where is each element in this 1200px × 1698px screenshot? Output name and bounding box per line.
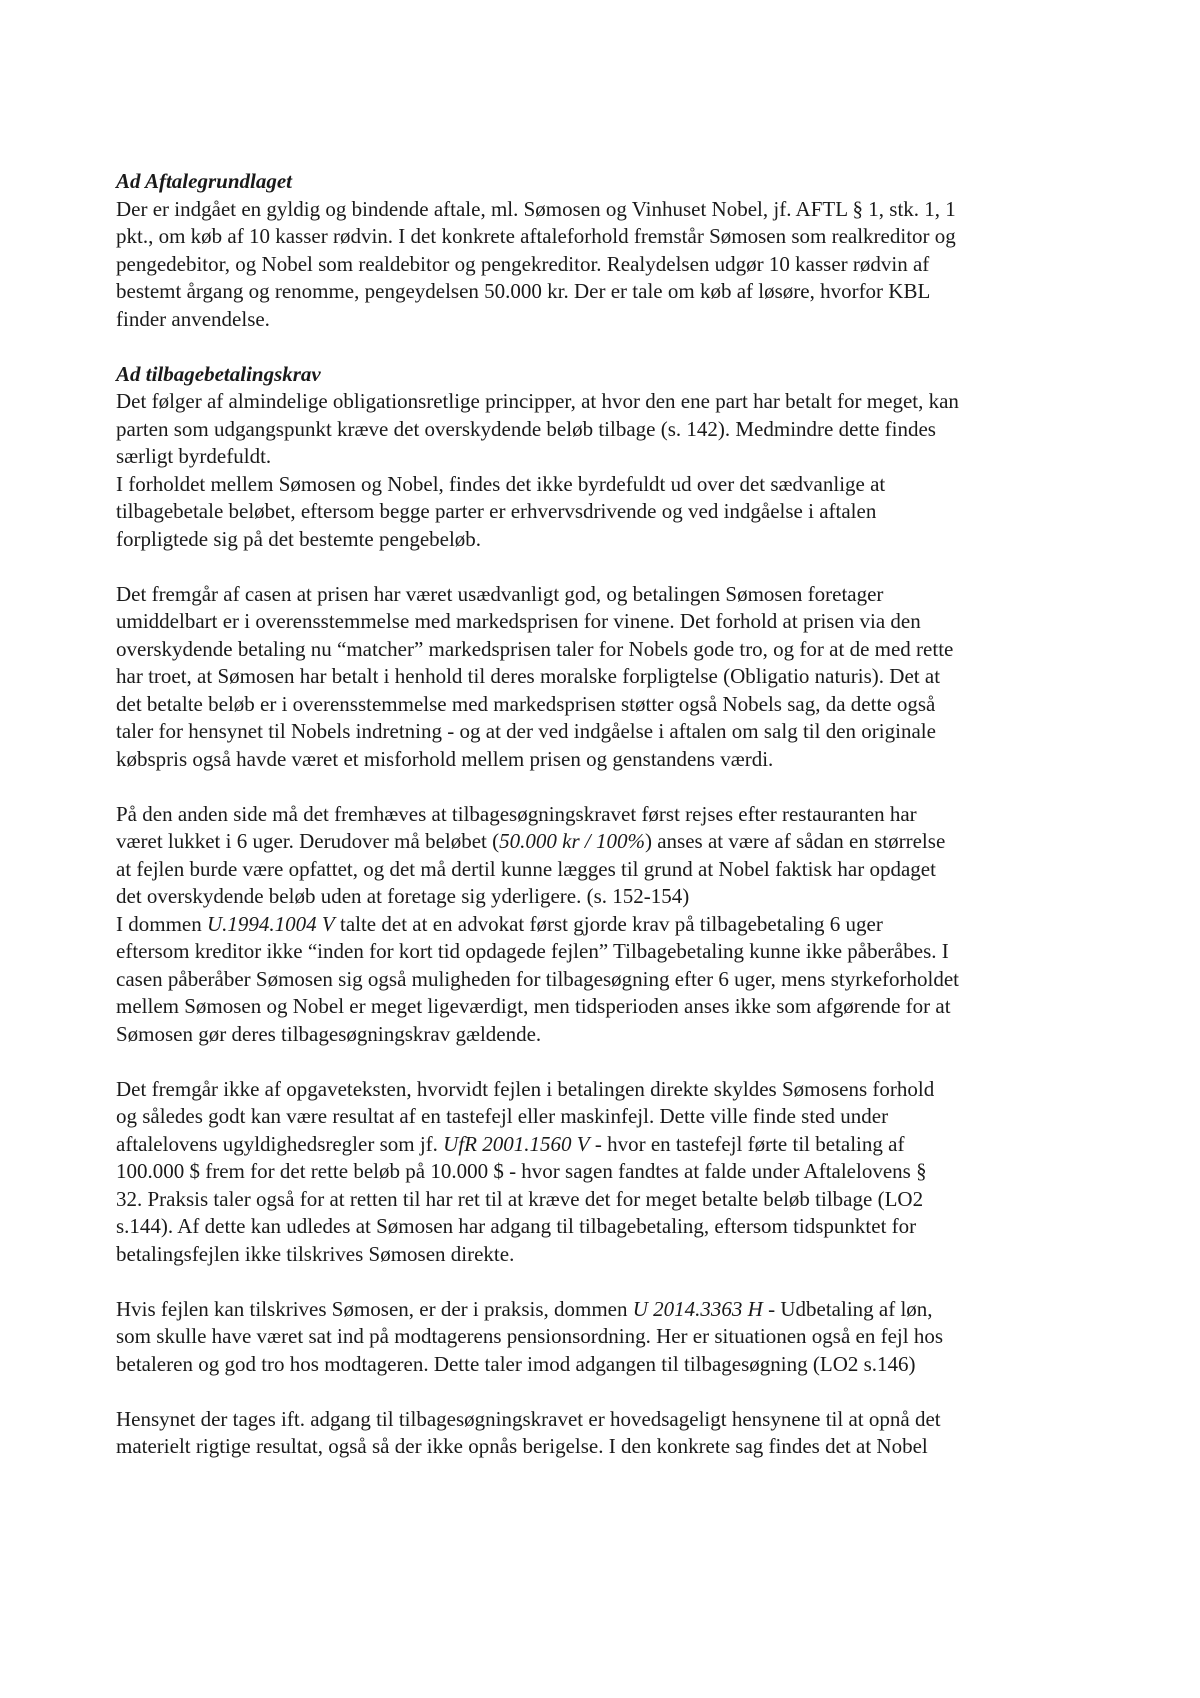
text-line: På den anden side må det fremhæves at tilbagesøgningskravet først rejses efter restauranten har bbox=[116, 801, 917, 826]
italic-case-ref: U.1994.1004 V bbox=[206, 911, 335, 936]
text-line: umiddelbart er i overensstemmelse med markedsprisen for vinene. Det forhold at prisen via den bbox=[116, 609, 921, 633]
text-line: pengedebitor, og Nobel som realdebitor og pengekreditor. Realydelsen udgør 10 kasser rødvin af bbox=[116, 251, 930, 276]
text-line: Sømosen gør deres tilbagesøgningskrav gældende. bbox=[116, 1021, 542, 1046]
text-segment: - Udbetaling af løn, bbox=[762, 1296, 933, 1321]
text-line: Det fremgår ikke af opgaveteksten, hvorvidt fejlen i betalingen direkte skyldes Sømosens forhold bbox=[116, 1076, 935, 1101]
text-line: det betalte beløb er i overensstemmelse med markedsprisen støtter også Nobels sag, da dette også bbox=[116, 691, 936, 716]
text-line bbox=[116, 828, 1096, 856]
text-line: særligt byrdefuldt. bbox=[116, 444, 272, 468]
text-segment: ) anses at være af sådan en størrelse bbox=[644, 829, 946, 853]
heading-tilbagebetalingskrav: Ad tilbagebetalingskrav bbox=[116, 361, 321, 386]
text-line: og således godt kan være resultat af en tastefejl eller maskinfejl. Dette ville finde sted under bbox=[116, 1104, 889, 1128]
text-line: har troet, at Sømosen har betalt i henhold til deres moralske forpligtelse (Obligatio naturis). Det at bbox=[116, 664, 941, 688]
text-segment: Hvis fejlen kan tilskrives Sømosen, er der i praksis, dommen bbox=[116, 1296, 633, 1321]
text-line: som skulle have været sat ind på modtagerens pensionsordning. Her er situationen også en fejl hos bbox=[116, 1324, 943, 1348]
text-line: det overskydende beløb uden at foretage sig yderligere. (s. 152-154) bbox=[116, 884, 690, 908]
text-line: Det følger af almindelige obligationsretlige principper, at hvor den ene part har betalt for meget, kan bbox=[116, 389, 959, 413]
text-line: taler for hensynet til Nobels indretning - og at der ved indgåelse i aftalen om salg til den originale bbox=[116, 719, 936, 743]
text-line: eftersom kreditor ikke “inden for kort tid opdagede fejlen” Tilbagebetaling kunne ikke påberåbes. I bbox=[116, 939, 949, 963]
text-line: s.144). Af dette kan udledes at Sømosen har adgang til tilbagebetaling, eftersom tidspunktet for bbox=[116, 1214, 917, 1238]
text-line: overskydende betaling nu “matcher” markedsprisen taler for Nobels gode tro, og for at de med rette bbox=[116, 636, 954, 661]
heading-aftalegrundlaget: Ad Aftalegrundlaget bbox=[116, 169, 292, 193]
text-line: I forholdet mellem Sømosen og Nobel, findes det ikke byrdefuldt ud over det sædvanlige at bbox=[116, 471, 886, 496]
document-page bbox=[116, 168, 1096, 1461]
text-line: Der er indgået en gyldig og bindende aftale, ml. Sømosen og Vinhuset Nobel, jf. AFTL § 1, stk. 1, 1 bbox=[116, 196, 956, 221]
text-line: Det fremgår af casen at prisen har været usædvanligt god, og betalingen Sømosen foretager bbox=[116, 581, 884, 606]
text-line: mellem Sømosen og Nobel er meget ligeværdigt, men tidsperioden anses ikke som afgørende for at bbox=[116, 994, 951, 1018]
text-line: bestemt årgang og renomme, pengeydelsen 50.000 kr. Der er tale om køb af løsøre, hvorfor KBL bbox=[116, 279, 931, 303]
text-line: materielt rigtige resultat, også så der ikke opnås berigelse. I den konkrete sag findes det at Nobel bbox=[116, 1434, 928, 1458]
text-segment: I dommen bbox=[116, 911, 207, 936]
text-segment: - hvor en tastefejl førte til betaling af bbox=[589, 1131, 905, 1156]
italic-case-ref: U 2014.3363 H bbox=[632, 1296, 763, 1321]
italic-case-ref: UfR 2001.1560 V bbox=[443, 1131, 590, 1156]
text-line: finder anvendelse. bbox=[116, 306, 270, 331]
text-segment: talte det at en advokat først gjorde krav på tilbagebetaling 6 uger bbox=[334, 911, 883, 936]
text-line bbox=[116, 1296, 1096, 1324]
text-line: 100.000 $ frem for det rette beløb på 10.000 $ - hvor sagen fandtes at falde under Aftalelovens § bbox=[116, 1159, 927, 1183]
text-line bbox=[116, 911, 1096, 939]
text-line: 32. Praksis taler også for at retten til har ret til at kræve det for meget betalte beløb tilbage (LO2 bbox=[116, 1186, 924, 1211]
text-line: betaleren og god tro hos modtageren. Dette taler imod adgangen til tilbagesøgning (LO2 s.146) bbox=[116, 1351, 916, 1376]
text-line bbox=[116, 1131, 1096, 1159]
text-line: Hensynet der tages ift. adgang til tilbagesøgningskravet er hovedsageligt hensynene til at opnå det bbox=[116, 1406, 941, 1431]
text-line: tilbagebetale beløbet, eftersom begge parter er erhvervsdrivende og ved indgåelse i aftalen bbox=[116, 499, 877, 523]
text-line: betalingsfejlen ikke tilskrives Sømosen direkte. bbox=[116, 1241, 515, 1266]
text-segment: aftalelovens ugyldighedsregler som jf. bbox=[116, 1131, 444, 1156]
text-line: forpligtede sig på det bestemte pengebeløb. bbox=[116, 526, 482, 551]
text-line: købspris også havde været et misforhold mellem prisen og genstandens værdi. bbox=[116, 746, 774, 771]
text-line: casen påberåber Sømosen sig også muligheden for tilbagesøgning efter 6 uger, mens styrkeforholdet bbox=[116, 966, 960, 991]
text-line: at fejlen burde være opfattet, og det må dertil kunne lægges til grund at Nobel faktisk har opdaget bbox=[116, 856, 936, 881]
text-line: pkt., om køb af 10 kasser rødvin. I det konkrete aftaleforhold fremstår Sømosen som realkreditor og bbox=[116, 224, 956, 248]
text-segment: været lukket i 6 uger. Derudover må beløbet ( bbox=[116, 829, 500, 853]
text-line: parten som udgangspunkt kræve det overskydende beløb tilbage (s. 142). Medmindre dette findes bbox=[116, 416, 936, 441]
italic-amount: 50.000 kr / 100% bbox=[499, 829, 645, 853]
